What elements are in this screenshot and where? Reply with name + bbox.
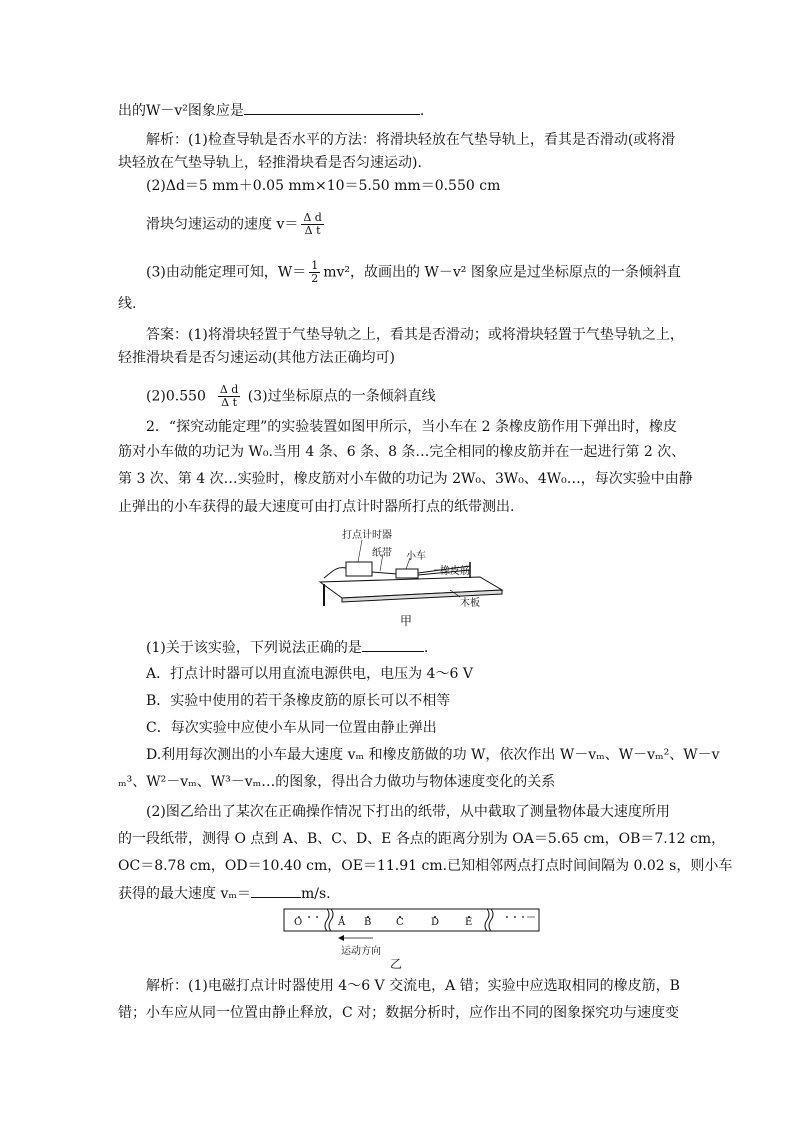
answer-text-1: 答案：(1)将滑块轻置于气垫导轨之上，看其是否滑动；或将滑块轻置于气垫导轨之上， [146, 327, 684, 343]
figure-jia [310, 522, 510, 632]
fraction-dd-dt: $\frac{\text{Δ d}}{\text{Δ t}}$ [303, 211, 322, 237]
solution-line-2: 错；小车应从同一位置由静止释放，C 对；数据分析时，应作出不同的图象探究功与速度变 [118, 1005, 680, 1021]
label-motion-direction: 运动方向 [341, 946, 381, 957]
fraction-one-half: $\frac{1}{2}$ [311, 259, 319, 285]
answer-line-1: 出的W－v²图象应是 . [118, 100, 424, 121]
question2-part2-line-1: (2)图乙给出了某次在正确操作情况下打出的纸带，从中截取了测量物体最大速度所用 [146, 804, 670, 820]
question2-part2-line-3: OC＝8.78 cm，OD＝10.40 cm，OE＝11.91 cm.已知相邻两点打点时间间隔为 0.02 s，则小车 [118, 858, 733, 874]
analysis-line-3: (2)Δd＝5 mm＋0.05 mm×10＝5.50 mm＝0.550 cm [146, 178, 501, 194]
label-rubber-band: 橡皮筋 [440, 566, 470, 577]
label-car: 小车 [406, 551, 426, 562]
point-c: C [396, 917, 404, 928]
option-d-line-1: D.利用每次测出的小车最大速度 vₘ 和橡皮筋做的功 W，依次作出 W－vₘ、W－vₘ²、W－v [146, 747, 720, 763]
point-a: A [338, 917, 346, 928]
point-b: B [364, 917, 372, 928]
analysis-line-6: 线. [118, 296, 137, 312]
option-c: C．每次实验中应使小车从同一位置由静止弹出 [146, 720, 437, 736]
answer-blank-q1 [362, 637, 424, 652]
label-board: 木板 [460, 598, 480, 609]
answer-blank-vm [251, 883, 301, 898]
option-d-line-2: ₘ³、W²－vₘ、W³－vₘ…的图象，得出合力做功与物体速度变化的关系 [118, 774, 556, 790]
answer-text-3: (2)0.550 $\frac{\text{Δ d}}{\text{Δ t}}$ (3)过坐标原点的一条倾斜直线 [146, 383, 436, 409]
figure-yi-caption: 乙 [390, 957, 403, 971]
analysis-line-1: 解析：(1)检查导轨是否水平的方法：将滑块轻放在气垫导轨上，看其是否滑动(或将滑 [146, 132, 676, 148]
answer-text-2: 轻推滑块看是否匀速运动(其他方法正确均可) [118, 350, 395, 366]
paper-tape-drawing [283, 908, 543, 966]
label-tape: 纸带 [372, 548, 392, 559]
question2-line-3: 第 3 次、第 4 次…实验时，橡皮筋对小车做的功记为 2W₀、3W₀、4W₀…，每次实验中由静 [118, 471, 693, 487]
question2-line-4: 止弹出的小车获得的最大速度可由打点计时器所打点的纸带测出. [118, 499, 515, 515]
analysis-line-5: (3)由动能定理可知，W＝ $\frac{1}{2}$ mv²，故画出的 W－v² 图象应是过坐标原点的一条倾斜直 [146, 259, 681, 285]
question2-part2-line-2: 的一段纸带，测得 O 点到 A、B、C、D、E 各点的距离分别为 OA＝5.65 cm，OB＝7.12 cm， [118, 831, 726, 847]
answer-blank [244, 100, 420, 115]
point-e: E [465, 917, 473, 928]
figure-jia-caption: 甲 [400, 614, 413, 628]
analysis-line-2: 块轻放在气垫导轨上，轻推滑块看是否匀速运动). [118, 155, 422, 171]
point-o: O [294, 917, 303, 928]
fraction-dd-dt-2: $\frac{\text{Δ d}}{\text{Δ t}}$ [219, 383, 239, 409]
figure-yi [283, 908, 543, 966]
label-timer: 打点计时器 [342, 530, 392, 541]
analysis-line-4: 滑块匀速运动的速度 v＝ $\frac{\text{Δ d}}{\text{Δ t}}$ [146, 211, 322, 237]
question2-line-1: 2．“探究动能定理”的实验装置如图甲所示，当小车在 2 条橡皮筋作用下弹出时，橡皮 [146, 419, 678, 435]
question2-line-2: 筋对小车做的功记为 W₀.当用 4 条、6 条、8 条…完全相同的橡皮筋并在一起进行第 2 次、 [118, 444, 686, 460]
point-d: D [431, 917, 440, 928]
question-1: (1)关于该实验，下列说法正确的是 . [146, 637, 428, 658]
option-b: B．实验中使用的若干条橡皮筋的原长可以不相等 [146, 693, 451, 709]
solution-line-1: 解析：(1)电磁打点计时器使用 4～6 V 交流电，A 错；实验中应选取相同的橡皮筋，B [146, 978, 680, 994]
question2-part2-line-4: 获得的最大速度 vₘ＝ m/s. [118, 883, 331, 904]
option-a: A．打点计时器可以用直流电源供电，电压为 4～6 V [146, 666, 473, 682]
